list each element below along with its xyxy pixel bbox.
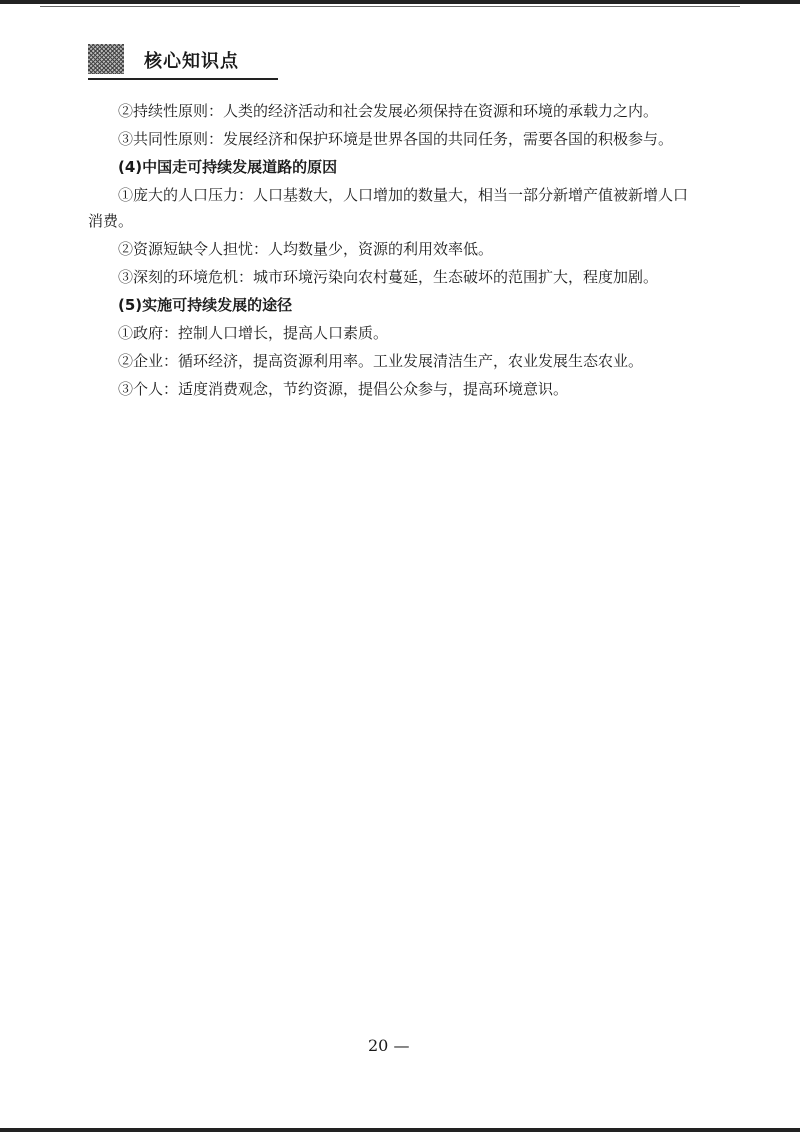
bottom-border <box>0 1128 800 1132</box>
subsection-heading: (4)中国走可持续发展道路的原因 <box>118 158 338 176</box>
subsection-heading: (5)实施可持续发展的途径 <box>118 296 293 314</box>
section-header <box>88 44 278 80</box>
paragraph: ②持续性原则：人类的经济活动和社会发展必须保持在资源和环境的承载力之内。 <box>118 102 659 120</box>
paragraph: ①政府：控制人口增长，提高人口素质。 <box>118 324 389 342</box>
main-content <box>88 98 688 404</box>
paragraph: ②企业：循环经济，提高资源利用率。工业发展清洁生产，农业发展生态农业。 <box>118 352 644 370</box>
paragraph: ①庞大的人口压力：人口基数大，人口增加的数量大，相当一部分新增产值被新增人口消费。 <box>88 186 689 230</box>
header-pattern-icon <box>88 44 124 74</box>
paragraph: ③个人：适度消费观念，节约资源，提倡公众参与，提高环境意识。 <box>118 380 569 398</box>
paragraph: ③共同性原则：发展经济和保护环境是世界各国的共同任务，需要各国的积极参与。 <box>118 130 674 148</box>
top-border <box>0 0 800 4</box>
section-title: 核心知识点 <box>144 51 239 72</box>
paragraph: ②资源短缺令人担忧：人均数量少，资源的利用效率低。 <box>118 240 494 258</box>
paragraph: ③深刻的环境危机：城市环境污染向农村蔓延，生态破坏的范围扩大，程度加剧。 <box>118 268 659 286</box>
top-border-thin <box>40 6 740 7</box>
header-underline <box>88 78 278 80</box>
page-number: 20 — <box>368 1036 410 1055</box>
